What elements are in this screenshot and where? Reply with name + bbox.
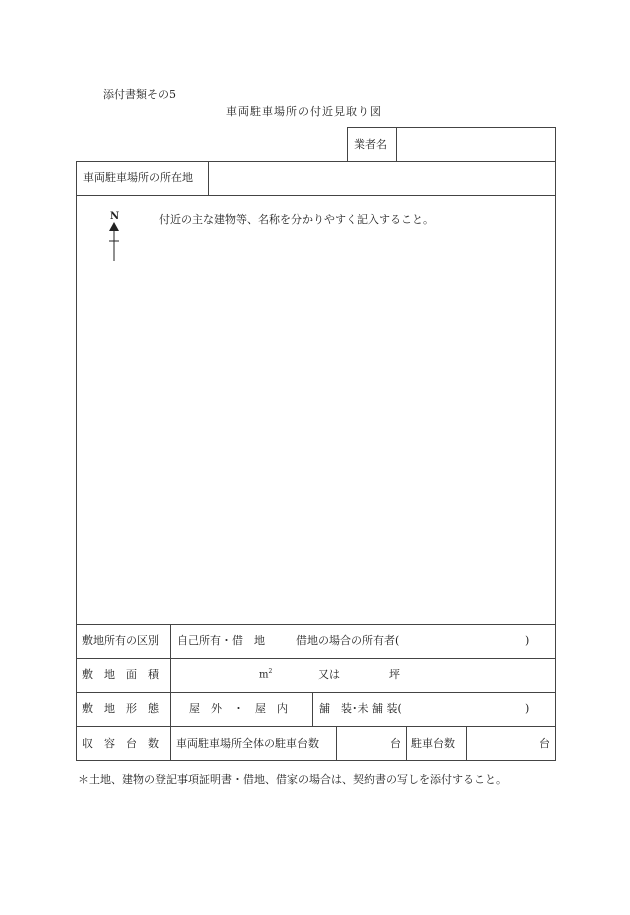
map-instruction: 付近の主な建物等、名称を分かりやすく記入すること。 [159, 213, 434, 226]
capacity-label: 収 容 台 数 [82, 737, 159, 750]
area-unit-tsubo: 坪 [389, 668, 400, 681]
paving-suffix: ) [525, 702, 530, 715]
location-label: 車両駐車場所の所在地 [83, 171, 193, 184]
ownership-label: 敷地所有の区別 [82, 634, 159, 647]
vendor-field[interactable] [402, 133, 552, 157]
owner-prefix: 借地の場合の所有者( [296, 634, 400, 647]
map-area[interactable] [77, 196, 555, 624]
vendor-label: 業者名 [354, 138, 387, 151]
compass-letter: N [110, 211, 120, 222]
capacity-unit1: 台 [390, 737, 401, 750]
capacity-unit2: 台 [539, 737, 550, 750]
capacity-total-label: 車両駐車場所全体の駐車台数 [176, 737, 319, 750]
page-title: 車両駐車場所の付近見取り図 [226, 105, 382, 118]
area-unit-sqm: $m^2$ [259, 668, 273, 681]
paving-prefix[interactable]: 舗 装･未 舗 装( [319, 702, 402, 715]
capacity-parked-label: 駐車台数 [411, 737, 455, 750]
area-label: 敷 地 面 積 [82, 668, 159, 681]
form-label: 敷 地 形 態 [82, 702, 159, 715]
form-options[interactable]: 屋 外 ・ 屋 内 [189, 702, 288, 715]
attachment-label: 添付書類その5 [103, 88, 176, 101]
location-field[interactable] [214, 166, 550, 190]
area-or-text: 又は [318, 668, 340, 681]
footnote: ＊土地、建物の登記事項証明書・借地、借家の場合は、契約書の写しを添付すること。 [78, 773, 507, 786]
north-arrow-icon [106, 221, 122, 263]
owner-suffix: ) [525, 634, 530, 647]
ownership-options[interactable]: 自己所有・借 地 [177, 634, 265, 647]
